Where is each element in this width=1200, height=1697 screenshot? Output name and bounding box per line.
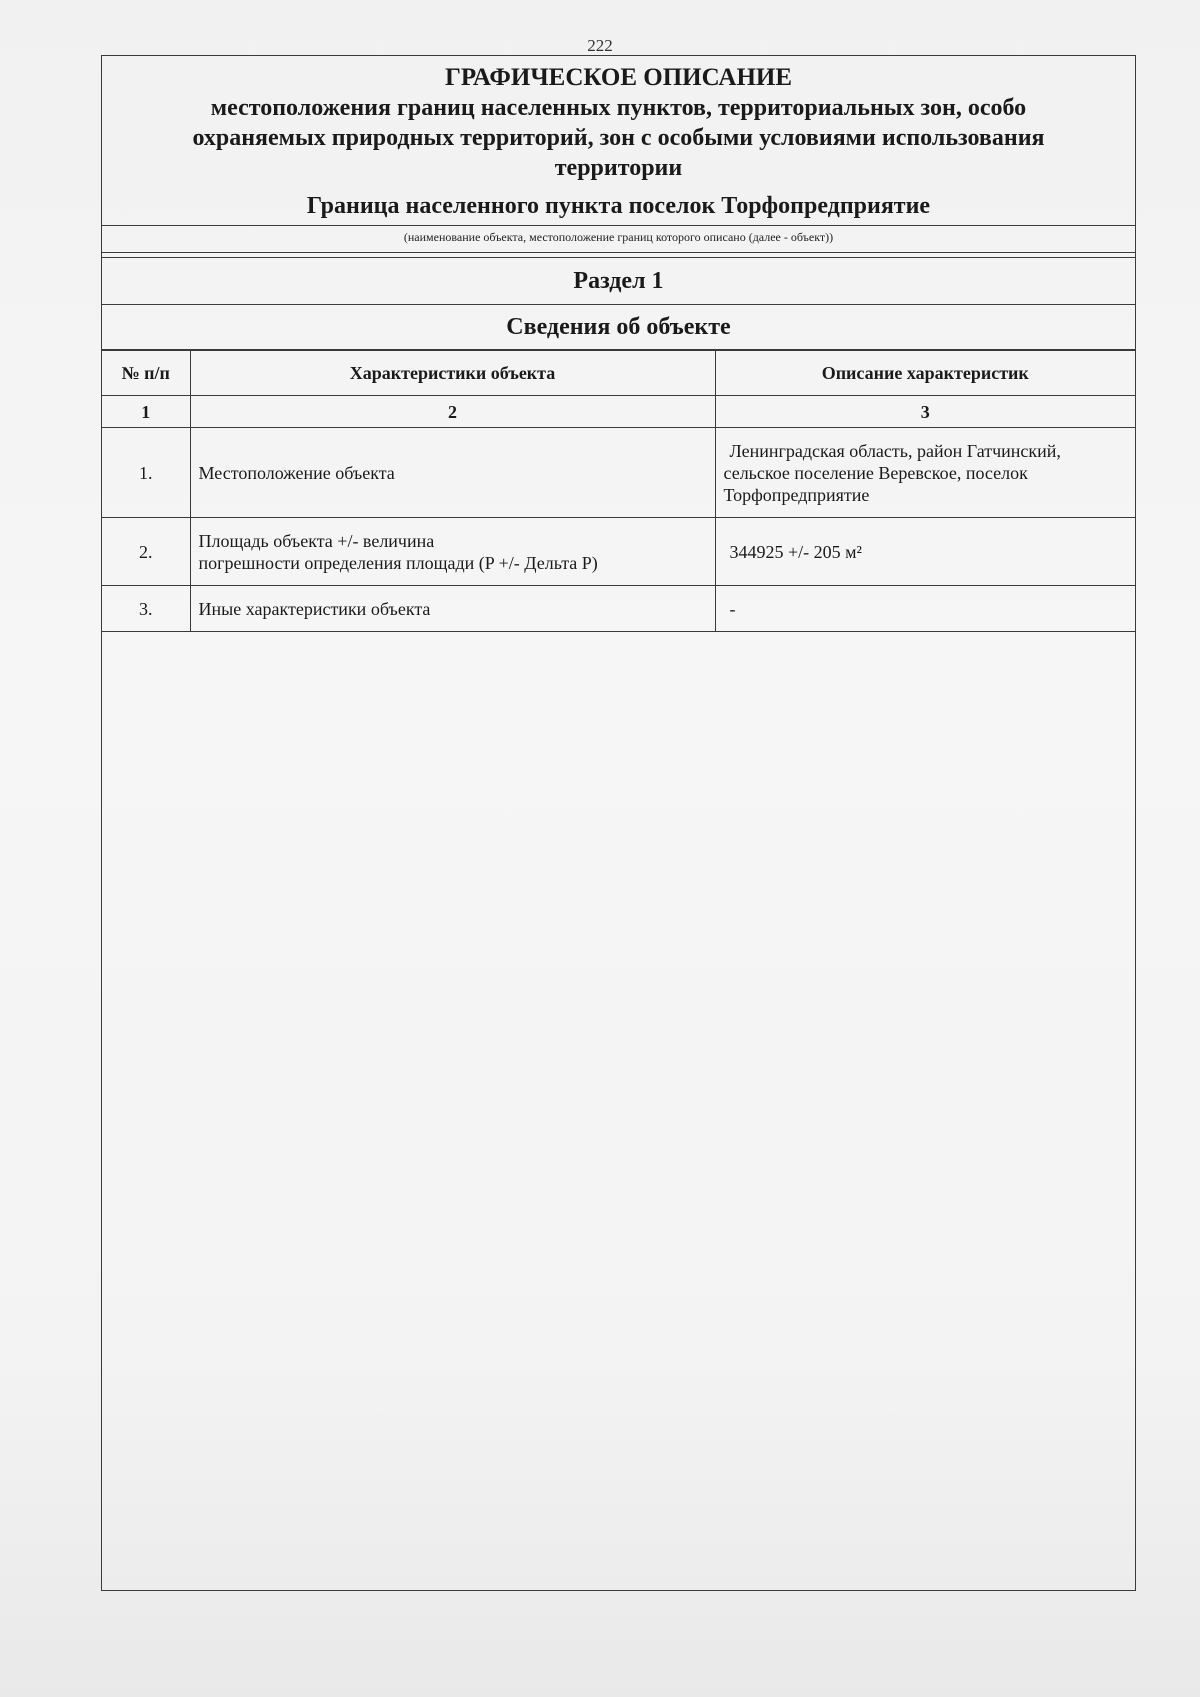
subtitle-line: охраняемых природных территорий, зон с особыми условиями использования <box>192 125 1045 151</box>
subtitle-line: территории <box>554 155 683 181</box>
row-description <box>715 428 1135 518</box>
column-number: 3 <box>715 396 1135 428</box>
document-header <box>102 56 1135 253</box>
document-frame <box>101 55 1136 1591</box>
row-description <box>715 518 1135 586</box>
section-title: Раздел 1 <box>102 258 1135 305</box>
row-description <box>715 586 1135 632</box>
column-number: 2 <box>190 396 715 428</box>
row-number: 2. <box>102 518 190 586</box>
subtitle-line: местоположения границ населенных пунктов, территориальных зон, особо <box>210 95 1027 121</box>
column-header-characteristic: Характеристики объекта <box>190 351 715 396</box>
column-number: 1 <box>102 396 190 428</box>
column-header-number: № п/п <box>102 351 190 396</box>
characteristic-line: Иные характеристики объекта <box>198 598 431 619</box>
row-number: 1. <box>102 428 190 518</box>
object-caption: (наименование объекта, местоположение границ которого описано (далее - объект)) <box>403 230 834 244</box>
object-properties-table <box>102 350 1135 632</box>
characteristic-line: Местоположение объекта <box>198 462 395 483</box>
column-number-row <box>102 396 1135 428</box>
row-characteristic <box>190 428 715 518</box>
document-title: ГРАФИЧЕСКОЕ ОПИСАНИЕ <box>444 64 793 91</box>
characteristic-line: погрешности определения площади (P +/- Дельта P) <box>198 552 598 573</box>
description-line: 344925 +/- 205 м² <box>729 541 862 562</box>
row-characteristic <box>190 586 715 632</box>
table-header-row <box>102 351 1135 396</box>
column-header-description: Описание характеристик <box>715 351 1135 396</box>
table-row <box>102 586 1135 632</box>
description-line: Ленинградская область, район Гатчинский, <box>729 440 1061 461</box>
header-main <box>102 56 1135 226</box>
row-number: 3. <box>102 586 190 632</box>
table-row <box>102 428 1135 518</box>
description-line: - <box>729 598 736 619</box>
document-subtitle <box>112 93 1125 183</box>
description-line: Торфопредприятие <box>723 484 870 505</box>
section-subtitle: Сведения об объекте <box>102 305 1135 350</box>
object-name: Граница населенного пункта поселок Торфопредприятие <box>306 193 931 219</box>
page-number: 222 <box>587 36 613 55</box>
table-row <box>102 518 1135 586</box>
description-line: сельское поселение Веревское, поселок <box>723 462 1028 483</box>
row-characteristic <box>190 518 715 586</box>
characteristic-line: Площадь объекта +/- величина <box>198 530 435 551</box>
